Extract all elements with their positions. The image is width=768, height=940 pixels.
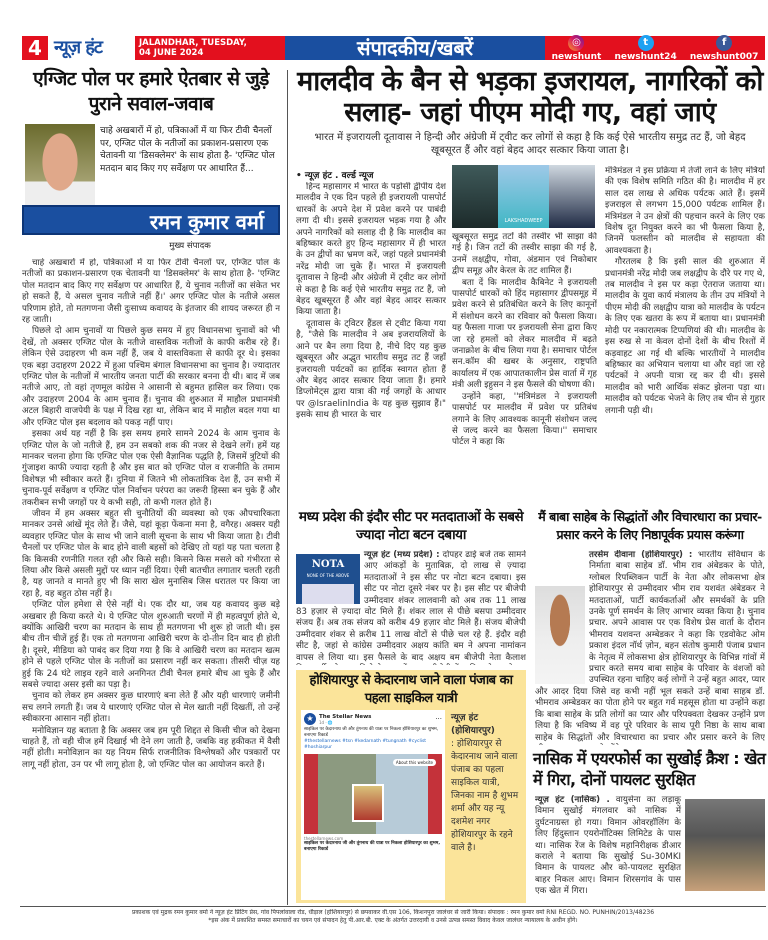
column-divider — [287, 70, 288, 905]
maldives-president-photo — [452, 165, 498, 228]
logo: न्यूज़ हंट — [54, 37, 103, 58]
lead-col1 — [296, 182, 446, 502]
dateline — [135, 36, 285, 60]
paragraph: एग्जिट पोल हमेशा से ऐसे नहीं थे। एक दौर था, जब यह कवायद कुछ बड़े अखबार ही किया करते थे। ये एग्जिट पोल शुरुआती चरणों में ही महत्वपूर्ण होते थे, क्योंकि आखिरी चरण का मतदान के साथ ही मतगणना भी शुरू हो जाती थी। इस बीच तीन चीजें हुई हैं। एक तो मतगणना आखिरी चरण के दो-तीन दिन बाद ही होती है। दूसरे, मीडिया को पाबंद कर दिया गया है कि वे आखिरी चरण का मतदान खत्म होने से पहले एग्जिट पोल के नतीजों का प्रसारण नहीं कर सकता। तीसरी चीज़ यह हुई कि 24 घंटे लाइव रहने वाले अनगिनत टीवी चैनल हमारे बीच आ चुके हैं और सबसे ज्यादा असर इसी का पड़ा है। — [22, 600, 280, 691]
twitter-icon: t — [638, 35, 654, 51]
nasik-byline: न्यूज़ हंट (नासिक) . — [535, 795, 610, 805]
instagram-icon: ◎ — [568, 35, 584, 51]
paragraph: पिछले दो आम चुनावों या पिछले कुछ समय में हुए विधानसभा चुनावों को भी देखें, तो अक्सर एग्जिट पोल के नतीजे वास्तविक नतीजों के काफी करीब रहे हैं। लेकिन ऐसे उदाहरण भी कम नहीं हैं, जब ये वास्तविकता से काफी दूर थे। इसका एक बड़ा उदाहरण 2022 में हुआ पश्चिम बंगाल विधानसभा का चुनाव है। ज्यादातर एग्जिट पोल के नतीजों में भारतीय जनता पार्टी की सरकार बनना दी थी। बाद में जब नतीजे आए, तो वहां तृणमूल कांग्रेस ने आसानी से बहुमत हासिल कर लिया। एक और उदाहरण 2004 के आम चुनाव हैं। चुनाव की शुरुआत में माहौल प्रधानमंत्री अटल बिहारी वाजपेयी के पक्ष में दिख रहा था, लेकिन बाद में माहौल बदल गया था और एग्जिट पोल इस बदलाव को पकड़ नहीं पाए। — [22, 326, 280, 428]
about-website-badge[interactable]: About this website — [393, 759, 436, 766]
nasik-body — [535, 795, 765, 900]
ambedkar-photo — [535, 586, 585, 684]
more-options-icon: ··· — [435, 715, 442, 723]
paragraph: जीवन में हम अक्सर बहुत सी चुनौतियों की व्यवस्था को एक औपचारिकता मानकर उनसे आंखें मूंद लेते हैं। जैसे, यहां कूड़ा फेंकना मना है, वगैरह। अक्सर यही व्यवहार एग्जिट पोल के साथ भी जाने वाली सूचना के साथ भी किया जाता है। टीवी चैनलों पर एग्जिट पोल के बाद होने वाली बहसों को देखिए तो यहां यह पता चलता है कि किसकी रणनीति गलत रही और किसे सही। किसने किस मसले को गंभीरता से लिया और किसे असली मुद्दों पर ध्यान नहीं दिया। ऐसी बातचीत लगातार चलती रहती है, यह जानते व मानते हुए भी कि सारा खेल मुनासिब जिस धरातल पर किया जा रहा है, वह बहुत ठोस नहीं है। — [22, 508, 280, 599]
paragraph: गौरतलब है कि इसी साल की शुरुआत में प्रधानमंत्री नरेंद्र मोदी जब लक्षद्वीप के दौरे पर गए थे, तब मालदीव ने इस पर कड़ा ऐतराज जताया था। मालदीव के युवा कार्य मंत्रालय के तीन उप मंत्रियों ने पीएम मोदी की लक्षद्वीप यात्रा को मालदीव के पर्यटन के लिए एक खतरा के रूप में बताया था। प्रधानमंत्री मोदी पर नकारात्मक टिप्पणियां की थी। मालदीव के इस रुख से ना केवल दोनों देशों के बीच रिश्तों में कड़वाहट आ गई थी बल्कि भारतीयों ने मालदीव बहिष्कार का अभियान चलाया था और वहां जा रहे पर्यटकों ने अपनी यात्रा रद्द कर दी थी। इससे मालदीव को भारी आर्थिक संकट झेलना पड़ा था। मालदीव को पर्यटक भेजने के लिए तब चीन से गुहार लगानी पड़ी थी। — [605, 257, 765, 416]
cyclist-selfie — [352, 784, 384, 822]
lead-byline: • न्यूज़ हंट . वर्ल्ड न्यूज — [296, 171, 374, 181]
nota-image — [296, 554, 360, 604]
dateline-date: 04 JUNE 2024 — [139, 48, 204, 58]
nota-sublabel: NONE OF THE ABOVE — [306, 573, 350, 578]
nasik-text: वायुसेना का लड़ाकू विमान सुखोई मंगलवार को नासिक में दुर्घटनाग्रस्त हो गया। विमान ओवरहॉलिंग के लिए हिंदुस्तान एयरोनॉटिक्स लिमिटेड के पास था। नासिक रेंज के विशेष महानिरीक्षक डीआर कराले ने बताया कि सुखोई Su-30MKI विमान के पायलट और को-पायलट सुरक्षित बाहर निकल आए। विमान शिरसगांव के पास एक खेत में गिरा। — [535, 795, 681, 897]
social-handle: newshunt24 — [614, 51, 677, 62]
social-instagram[interactable] — [552, 35, 602, 62]
paragraph: चुनाव को लेकर हम अक्सर कुछ धारणाएं बना लेते हैं और यही धारणाएं जमीनी सच लगने लगती हैं। जब ये धारणाएं एग्जिट पोल से मेल खाती नहीं दिखतीं, तो उन्हें स्वीकारना आसान नहीं होता। — [22, 691, 280, 725]
post-tags: #thestellarnews #tsn #kedarnath #tungnath #cyclist #hoshiarpur — [304, 739, 427, 750]
nasik-headline: नासिक में एयरफोर्स का सुखोई क्रैश : खेत में गिरा, दोनों पायलट सुरक्षित — [533, 749, 766, 789]
social-bar — [545, 36, 765, 60]
lead-subhead: भारत में इजरायली दूतावास ने हिन्दी और अंग्रेजी में ट्वीट कर लोगों से कहा है कि कई ऐसे भारतीय समुद्र तट हैं, जो बेहद खूबसूरत हैं और वहां बेहद आदर सत्कार किया जाता है। — [314, 132, 746, 156]
nota-body — [296, 550, 526, 665]
author-name-bar — [22, 205, 280, 235]
israel-pm-photo — [549, 165, 595, 228]
editorial-headline: एग्जिट पोल पर हमारे ऐतबार से जुड़े पुराने सवाल-जवाब — [33, 68, 269, 115]
section-title: संपादकीय/खबरें — [285, 36, 545, 60]
paragraph: दूतावास के ट्विटर हैंडल से ट्वीट किया गया है, "जैसे कि मालदीव ने अब इजरायलियों के आने पर बैन लगा दिया है, नीचे दिए यह कुछ खूबसूरत और अद्भुत भारतीय समुद्र तट हैं जहाँ इजरायली पर्यटकों का हार्दिक स्वागत होता हैं और बेहद आदर सत्कार दिया जाता हैं। हमारे डिप्लोमेट्स द्वारा यात्रा की गई जगहों के आधार पर @IsraelinIndia के यह कुछ सुझाव हैं।" इसके साथ ही भारत के चार — [296, 318, 446, 421]
paragraph: मंत्रिमंडल ने इस प्रक्रिया में तेजी लाने के लिए मंत्रियों की एक विशेष समिति गठित की है। मालदीव में हर साल दस लाख से अधिक पर्यटक आते हैं। इसमें इजराइल से लगभग 15,000 पर्यटक शामिल हैं। मंत्रिमंडल ने उन क्षेत्रों की पहचान करने के लिए एक विशेष दूत नियुक्त करने का भी फैसला किया है, जिनमें फलस्तीन को मालदीव से सहायता की आवश्यकता है। — [605, 166, 765, 256]
nota-byline: न्यूज़ हंट (मध्य प्रदेश) : — [364, 550, 440, 560]
social-post — [301, 710, 445, 900]
footer-disclaimer: *इस अंक में प्रकाशित समस्त समाचारों का चयन एवं संपादन हेतु पी.आर.बी. एक्ट के अंतर्गत उत्तरदायी व उनसे उत्पन्न समस्त विवाद केवल जालंधर न्यायालय के अधीन होंगे। — [208, 917, 578, 924]
flags-beach-photo — [498, 165, 549, 228]
image-caption: LAKSHADWEEP — [504, 218, 543, 224]
post-source: The Stellar News — [319, 713, 372, 720]
nota-headline: मध्य प्रदेश की इंदौर सीट पर मतदाताओं के सबसे ज्यादा नोटा बटन दबाया — [298, 509, 524, 543]
paragraph: हिन्द महासागर में भारत के पड़ोसी द्वीपीय देश मालदीव ने एक दिन पहले ही इजरायली पासपोर्ट धारकों के अपने देश में प्रवेश करने पर पाबंदी लगा दी थी। इससे इजरायल भड़क गया है और अपने नागरिकों को सलाह दी है कि मालदीव का बहिष्कार करते हुए हिन्द महासागर में ही भारत के उन द्वीपों का भ्रमण करें, जहां पहले प्रधानमंत्री नरेंद्र मोदी जा चुके हैं। भारत में इजरायली दूतावास ने हिन्दी और अंग्रेजी में ट्वीट कर लोगों से कहा है कि कई ऐसे भारतीय समुद्र तट हैं, जो बेहद खूबसूरत हैं और वहां बेहद आदर सत्कार किया जाता है। — [296, 182, 446, 318]
social-handle: newshunt — [551, 51, 602, 62]
post-text: साइकिल पर केदारनाथ जी और तुंगनाथ की यात्रा पर निकला होशियारपुर का शुभम, बनाएगा रिकार्ड — [304, 727, 439, 738]
lead-col3 — [605, 166, 765, 502]
ambedkar-text: भारतीय संविधान के निर्माता बाबा साहेब डॉ. भीम राव अंबेडकर के पोते, ग्लोबल रिपब्लिकन पार्टी के नेता और लोकसभा क्षेत्र होशियारपुर से उम्मीदवार भीम राव यशवंत अंबेडकर ने मतदाताओं, पार्टी कार्यकर्ताओं और समर्थकों के प्रति उनके पूर्ण समर्थन के लिए आभार व्यक्त किया है। चुनाव प्रचार. अपने आवास पर एक विशेष प्रेस वार्ता के दौरान भीमराव यशवन्त अम्बेडकर ने कहा कि एडवोकेट ओम प्रकाश इंदल नॉर्थ ज़ोन, बहन संतोष कुमारी पंजाब प्रधान के नेतृत्व में लोकसभा क्षेत्र होशियारपुर के विभिन्न गांवों में प्रचार करते समय बाबा साहेब के परिवार के वंशजों को उपस्थित रहना चाहिए कई लोगों ने उन्हें बहुत आदर, प्यार और आदर दिया जिसे वह कभी नहीं भूल सकते उन्हें बाबा साहब डॉ. भीमराव अम्बेडकर का पोता होने पर बहुत गर्व महसूस होता था उन्होंने कहा कि बाबा साहेब के प्रति लोगों का प्यार और परिपक्वता देखकर उन्होंने प्रण लिया है कि भविष्य में वह पूरे परिवार के साथ पूरी निष्ठा के साथ बाबा साहेब के सिद्धांतों और विचारधारा का प्रचार और प्रसार करने के लिए — [535, 550, 765, 743]
author-name: रमन कुमार वर्मा — [149, 210, 264, 234]
nota-label: NOTA — [311, 559, 345, 570]
ambedkar-headline: मैं बाबा साहेब के सिद्धांतों और विचारधारा का प्रचार-प्रसार करने के लिए निष्ठापूर्वक प्रयास करूंगा — [538, 509, 762, 542]
paragraph: खूबसूरत समुद्र तटों की तस्वीर भी साझा की गई है। जिन तटों की तस्वीर साझा की गई है, उनमें लक्षद्वीप, गोवा, अंडमान एवं निकोबार द्वीप समूह और केरल के तट शामिल हैं। — [452, 232, 597, 277]
paragraph: बता दें कि मालदीव कैबिनेट ने इजरायली पासपोर्ट धारकों को हिंद महासागर द्वीपसमूह में प्रवेश करने से प्रतिबंधित करने के लिए कानूनों में संशोधन करने का रविवार को फैसला किया। यह फैसला गाजा पर इजरायली सेना द्वारा किए जा रहे हमलों को लेकर मालदीव में बढ़ते जनाक्रोश के बीच लिया गया है। समाचार पोर्टल सन.कॉम की खबर के अनुसार, राष्ट्रपति कार्यालय में एक आपातकालीन प्रेस वार्ता में गृह मंत्री अली इहुसन ने इस फैसले की घोषणा की। — [452, 277, 597, 391]
facebook-icon: f — [716, 35, 732, 51]
dateline-city-day: JALANDHAR, TUESDAY, — [139, 38, 247, 48]
paragraph: उन्होंने कहा, ''मंत्रिमंडल ने इजरायली पासपोर्ट पर मालदीव में प्रवेश पर प्रतिबंध लगाने के लिए आवश्यक कानूनी संशोधन जल्द से जल्द करने का फैसला किया।'' समाचार पोर्टल ने कहा कि — [452, 391, 597, 448]
footer-rule — [20, 906, 766, 907]
post-image — [304, 754, 442, 834]
ambedkar-body — [535, 550, 765, 745]
paragraph: इसका अर्थ यह नहीं है कि इस समय हमारे सामने 2024 के आम चुनाव के एग्जिट पोल के जो नतीजे हैं, हम उन सबको शक की नजर से देखने लगें। हमें यह मानकर चलना होगा कि एग्जिट पोल एक ऐसी वैज्ञानिक पद्धति है, जिसमें त्रुटियों की गुंजाइश काफी ज्यादा रहती है और इस बात को एग्जिट पोल व राजनीति के तमाम विशेषज्ञ भी स्वीकार करते हैं। दुनिया में जितने भी लोकतांत्रिक देश हैं, उन सभी में चुनाव-पूर्व सर्वेक्षण व एग्जिट पोल निर्वाचन परंपरा का जरूरी हिस्सा बन चुके हैं और तकरीबन सभी जगहों पर ये कभी सही, तो कभी गलत होते हैं। — [22, 429, 280, 508]
lead-headline: मालदीव के बैन से भड़का इजरायल, नागरिकों को सलाह- जहां पीएम मोदी गए, वहां जाएं — [297, 66, 763, 128]
lead-image — [452, 165, 595, 228]
social-twitter[interactable] — [614, 35, 676, 62]
paragraph: चाहे अखबारों में हो, पत्रिकाओं में या फिर टीवी चैनलों पर, एग्जिट पोल के नतीजों का प्रकाशन-प्रसारण एक चेतावनी या 'डिसक्लेमर' के साथ होता है- 'एग्जिट पोल मतदान बाद किए गए सर्वेक्षण पर आधारित हैं, ये चुनाव नतीजों का संकेत भर हो सकते हैं, ये असल चुनाव नतीजे नहीं हैं।' अगर एग्जिट पोल के नतीजे असल परिणाम होते, तो मतगणना जैसी दुःसाध्य कवायद के इंतजार की शायद जरूरत ही न रह जाती। — [22, 258, 280, 326]
post-domain[interactable]: thestellarnews.com — [304, 836, 344, 841]
paragraph: मनोविज्ञान यह बताता है कि अक्सर जब हम पूरी शिद्दत से किसी चीज को देखना चाहते हैं, तो वही चीज हमें दिखाई भी देने लग जाती है, जबकि वह हकीकत में वैसी नहीं होती। मनोविज्ञान का यह नियम सिर्फ राजनीतिक विश्लेषकों और पत्रकारों पर लागू नहीं होता, उन पर भी लागू होता है, जो एग्जिट पोल का आयोजन करते हैं। — [22, 725, 280, 770]
lead-col2 — [452, 232, 597, 502]
editorial-body — [22, 258, 280, 903]
post-time: 1d · 🌐 — [319, 719, 333, 725]
crash-photo — [685, 799, 765, 891]
cyclist-byline: न्यूज़ हंट (होशियारपुर) — [451, 713, 495, 736]
cyclist-body: : होशियारपुर से केदारनाथ जाने वाला पंजाब का पहला साइकिल यात्री, जिनका नाम है शुभम शर्मा और यह न्यू दशमेश नगर होशियारपुर के रहने वाले है। — [451, 739, 519, 853]
editorial-blurb: चाहे अखबारों में हो, पत्रिकाओं में या फिर टीवी चैनलों पर, एग्जिट पोल के नतीजों का प्रकाशन-प्रसारण एक चेतावनी या 'डिसक्लेमर' के साथ होता है- 'एग्जिट पोल मतदान बाद किए गए सर्वेक्षण पर आधारित हैं... — [100, 126, 275, 174]
social-handle: newshunt007 — [689, 51, 759, 62]
nota-text: दोपहर ढाई बजे तक सामने आए आंकड़ों के मुताबिक़, दो लाख से ज़्यादा मतदाताओं ने इस सीट पर नोटा बटन दबाया। इस सीट पर नोटा दूसरे नंबर पर है। इस सीट पर बीजेपी उम्मीदवार शंकर लालवानी को अब तक 11 लाख 83 हज़ार से ज़्यादा वोट मिले हैं। शंकर लाल से पीछे बसपा उम्मीदवार संजय हैं। अब तक संजय को करीब 49 हज़ार वोट मिले हैं। संजय बीजेपी उम्मीदवार शंकर से क़रीब 11 लाख वोटों से पीछे चल रहे हैं. इंदौर वही सीट है, जहां से कांग्रेस उम्मीदवार अक्षय कांति बम ने अपना नामांकन वापस ले लिया था। इस फैसले के बाद अक्षय बम बीजेपी नेता कैलाश — [296, 550, 526, 663]
cyclist-headline: होशियारपुर से केदारनाथ जाने वाला पंजाब का पहला साइकिल यात्री — [309, 673, 513, 706]
author-title: मुख्य संपादक — [169, 241, 211, 251]
stellar-news-logo: ★ — [304, 713, 316, 725]
footer-imprint: प्रकाशक एवं मुद्रक रमन कुमार वर्मा ने न्यूज़ हंट प्रिंटिंग प्रेस, गांव पिपलांवाला रोड, धीड़ाल (होशियारपुर) से छपवाकर वी.एस 106, किशनपुरा जालंधर से जारी किया। संपादक : रमन कुमार वर्मा RNI REGD. NO. PUNHIN/2013/48236 — [131, 909, 655, 916]
page-number: 4 — [22, 36, 48, 60]
social-facebook[interactable] — [690, 35, 759, 62]
post-caption: साइकिल पर केदारनाथ जी और तुंगनाथ की यात्रा पर निकला होशियारपुर का शुभम, बनाएगा रिकार्ड — [304, 841, 441, 852]
cyclist-text — [451, 712, 523, 855]
ambedkar-byline: तरसेम दीवाना (होशियारपुर) : — [589, 550, 693, 560]
